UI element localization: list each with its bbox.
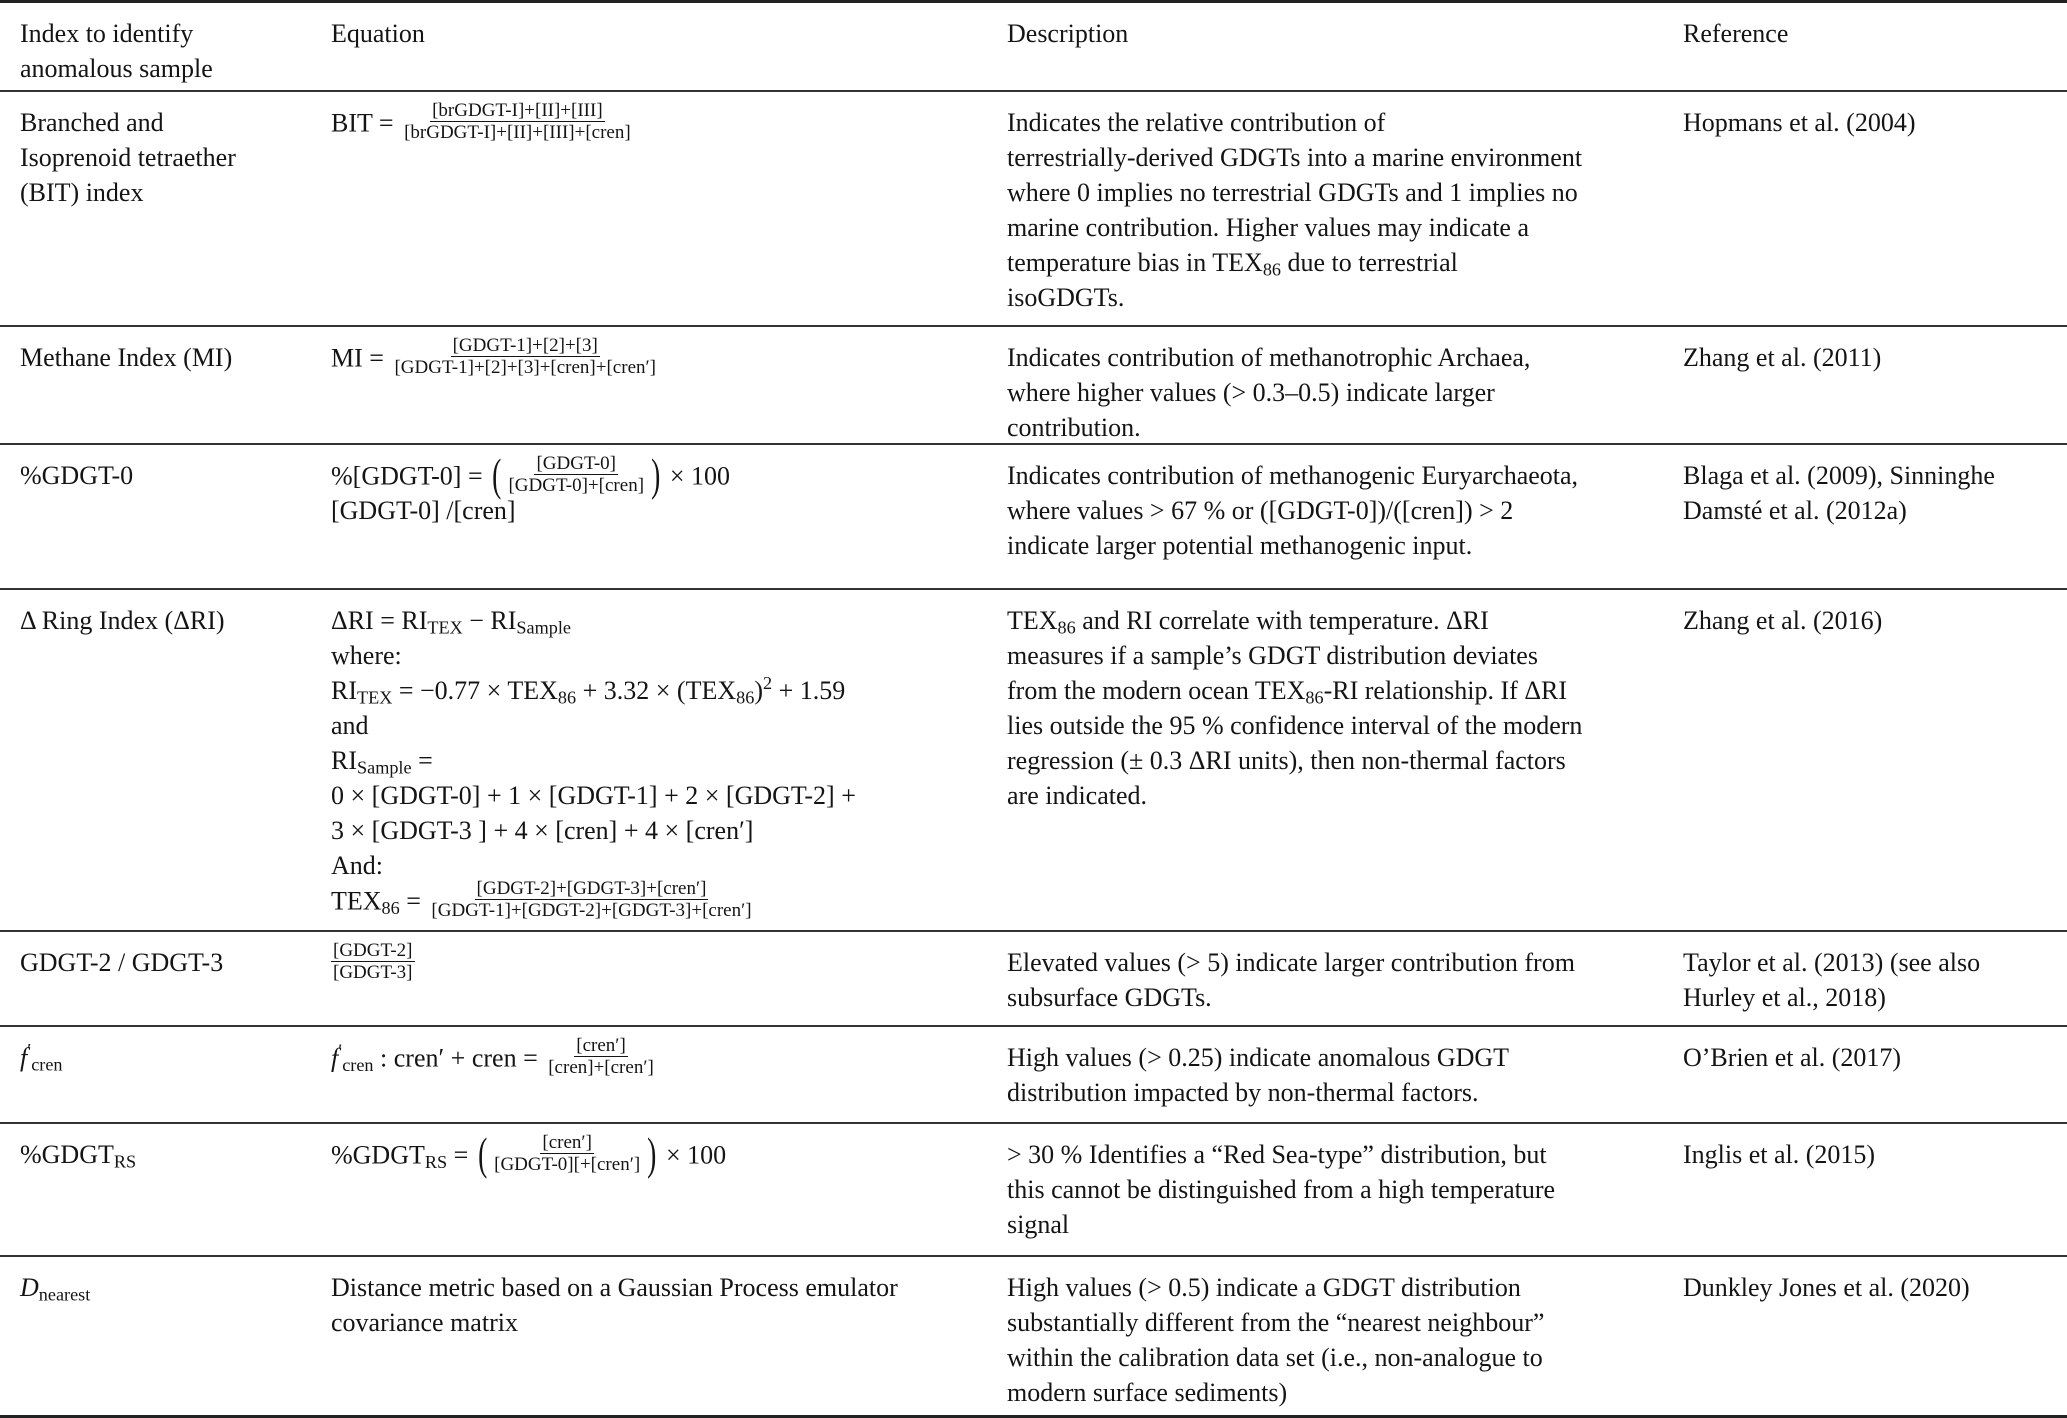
subscript: 86 [1305,687,1324,708]
superscript: ′ [27,1040,32,1060]
right-paren: ) [651,449,661,500]
text-run: -RI relationship. If ΔRI [1323,676,1568,705]
subscript: 86 [557,687,577,708]
description-text: Indicates contribution of methanotrophic Archaea, [1007,343,1531,372]
description-text: signal [1007,1210,1070,1239]
text-run: f [331,1043,339,1073]
equation-line [331,940,991,983]
equation-line: where: [331,641,402,670]
text-run: and RI correlate with temperature. ΔRI [1075,606,1489,635]
index-cell: Methane Index (MI) [20,343,233,372]
description-text: Indicates the relative contribution of [1007,108,1386,137]
header-index-line: anomalous sample [20,54,213,83]
subscript: 86 [736,687,755,708]
superscript: ′ [338,1040,343,1061]
equation-suffix: × 100 [669,461,731,491]
reference-cell: Hopmans et al. (2004) [1683,108,1916,137]
equation-cell [331,449,991,528]
fraction [492,1133,642,1174]
description-text: isoGDGTs. [1007,283,1125,312]
description-cell [1007,1270,1667,1410]
header-equation: Equation [331,19,425,48]
text-run: %GDGT [331,1140,425,1170]
description-cell [1007,945,1667,1015]
description-text: modern surface sediments) [1007,1378,1288,1407]
reference-cell: Zhang et al. (2016) [1683,606,1883,635]
description-cell [1007,105,1667,315]
text-run: due to terrestrial [1281,248,1458,277]
table-row [0,1257,2067,1418]
description-text: where values > 67 % or ([GDGT-0])/([cren]) > 2 [1007,496,1514,525]
table-row [0,590,2067,932]
reference-text: Taylor et al. (2013) (see also [1683,948,1981,977]
reference-text: Hurley et al., 2018) [1683,983,1886,1012]
equation-cell [331,940,991,983]
fraction [429,879,753,920]
equation-cell [331,1035,991,1078]
index-text: Isoprenoid tetraether [20,143,236,172]
description-text: regression (± 0.3 ΔRI units), then non-thermal factors [1007,746,1566,775]
description-text: this cannot be distinguished from a high temperature [1007,1175,1556,1204]
fraction [392,336,658,377]
description-text: terrestrially-derived GDGTs into a marine environment [1007,143,1583,172]
description-text [1007,673,1667,708]
description-text: where higher values (> 0.3–0.5) indicate larger [1007,378,1495,407]
equation-line [331,743,991,778]
equation-line: 3 × [GDGT-3 ] + 4 × [cren] + 4 × [cren′] [331,816,754,845]
equation-lhs: %[GDGT-0] = [331,461,483,491]
fraction-numerator: [cren′] [576,1035,626,1056]
description-text: lies outside the 95 % confidence interval of the modern [1007,711,1583,740]
subscript: TEX [357,687,393,708]
equation-cell [331,335,991,378]
subscript: RS [424,1152,448,1173]
text-run: + 1.59 [772,676,846,705]
index-cell: %GDGT-0 [20,461,134,490]
text-run: temperature bias in TEX [1007,248,1263,277]
fraction-denominator: [GDGT-1]+[2]+[3]+[cren]+[cren′] [394,357,656,378]
index-cell [20,1270,310,1305]
subscript: 86 [381,898,400,919]
table-header-row [0,3,2067,92]
equation-suffix: × 100 [666,1140,727,1170]
equation-line [331,1035,991,1078]
equation-text: Distance metric based on a Gaussian Process emulator [331,1273,898,1302]
fraction [331,941,415,982]
text-run: : cren′ + cren = [373,1043,538,1073]
description-text: contribution. [1007,413,1141,442]
equation-line [331,603,991,638]
text-run: = [399,886,421,916]
subscript: TEX [427,617,463,638]
fraction-numerator: [cren′] [542,1132,592,1153]
index-cell: GDGT-2 / GDGT-3 [20,948,224,977]
header-description: Description [1007,19,1129,48]
index-cell: Δ Ring Index (ΔRI) [20,606,225,635]
description-text: measures if a sample’s GDGT distribution deviates [1007,641,1538,670]
index-text: Branched and [20,108,164,137]
table-row [0,327,2067,445]
subscript: nearest [38,1284,91,1305]
reference-cell: Inglis et al. (2015) [1683,1140,1876,1169]
description-text: Elevated values (> 5) indicate larger contribution from [1007,948,1575,977]
text-run: D [20,1273,39,1302]
fraction [402,101,633,142]
fraction-numerator: [GDGT-2] [333,940,413,961]
text-run: − RI [462,606,517,635]
left-paren: ( [492,449,502,500]
header-reference: Reference [1683,19,1789,48]
description-cell [1007,340,1667,445]
subscript: cren [31,1054,63,1075]
description-text: substantially different from the “nearest neighbour” [1007,1308,1545,1337]
text-run: RI [331,676,357,705]
fraction-denominator: [GDGT-3] [333,962,413,983]
fraction [506,454,646,495]
text-run: TEX [1007,606,1058,635]
equation-line: [GDGT-0] /[cren] [331,496,516,525]
table-row [0,1027,2067,1124]
table-row [0,445,2067,590]
index-text: (BIT) index [20,178,144,207]
equation-line [331,673,991,708]
equation-line [331,1128,991,1179]
description-cell [1007,458,1667,563]
equation-line: and [331,711,369,740]
subscript: cren [342,1055,374,1076]
text-run: TEX [331,886,382,916]
equation-cell [331,1128,991,1179]
description-text: marine contribution. Higher values may indicate a [1007,213,1529,242]
index-cell [20,1040,310,1075]
description-text: are indicated. [1007,781,1148,810]
subscript: 86 [1057,617,1076,638]
reference-text: Damsté et al. (2012a) [1683,496,1907,525]
table-row [0,932,2067,1027]
text-run: = [411,746,433,775]
description-text: where 0 implies no terrestrial GDGTs and 1 implies no [1007,178,1578,207]
text-run: + 3.32 × (TEX [576,676,737,705]
table-row [0,92,2067,327]
reference-cell [1683,945,2053,1015]
subscript: RS [113,1151,137,1172]
fraction-denominator: [brGDGT-I]+[II]+[III]+[cren] [404,122,631,143]
reference-text: Blaga et al. (2009), Sinninghe [1683,461,1995,490]
equation-line [331,449,991,500]
text-run: = −0.77 × TEX [392,676,558,705]
index-cell [20,105,310,210]
fraction [546,1036,656,1077]
text-run: = [447,1140,469,1170]
text-run: ΔRI = RI [331,606,428,635]
header-index [20,16,310,86]
description-text [1007,603,1667,638]
fraction-denominator: [GDGT-0][+[cren′] [494,1154,641,1175]
fraction-denominator: [cren]+[cren′] [548,1057,654,1078]
description-text: within the calibration data set (i.e., non-analogue to [1007,1343,1543,1372]
equation-text: covariance matrix [331,1308,518,1337]
fraction-numerator: [GDGT-0] [536,453,616,474]
table-row [0,1124,2067,1257]
equation-line: 0 × [GDGT-0] + 1 × [GDGT-1] + 2 × [GDGT-2] + [331,781,856,810]
fraction-denominator: [GDGT-0]+[cren] [508,475,645,496]
equation-lhs: MI = [331,343,384,373]
subscript: 86 [1262,259,1282,280]
description-text: Indicates contribution of methanogenic Euryarchaeota, [1007,461,1579,490]
text-run: ) [754,676,763,705]
subscript: Sample [516,617,571,638]
description-text: indicate larger potential methanogenic input. [1007,531,1473,560]
text-run: RI [331,746,357,775]
text-run: from the modern ocean TEX [1007,676,1306,705]
text-run: f [20,1043,28,1072]
index-cell [20,1137,310,1172]
description-cell [1007,603,1667,813]
equation-cell [331,603,991,921]
left-paren: ( [477,1128,488,1179]
description-cell [1007,1040,1667,1110]
description-text: subsurface GDGTs. [1007,983,1212,1012]
reference-cell: Zhang et al. (2011) [1683,343,1882,372]
description-text: High values (> 0.25) indicate anomalous GDGT [1007,1043,1510,1072]
description-text: distribution impacted by non-thermal factors. [1007,1078,1479,1107]
equation-line [331,335,991,378]
description-text [1007,245,1667,280]
fraction-denominator: [GDGT-1]+[GDGT-2]+[GDGT-3]+[cren′] [431,900,752,921]
fraction-numerator: [GDGT-2]+[GDGT-3]+[cren′] [476,878,707,899]
equation-lhs: BIT = [331,108,394,138]
superscript: 2 [763,673,773,693]
fraction-numerator: [GDGT-1]+[2]+[3] [452,335,598,356]
subscript: Sample [357,757,412,778]
equation-line: And: [331,851,383,880]
description-cell [1007,1137,1667,1242]
description-text: > 30 % Identifies a “Red Sea-type” distribution, but [1007,1140,1547,1169]
description-text: High values (> 0.5) indicate a GDGT distribution [1007,1273,1521,1302]
right-paren: ) [647,1128,657,1179]
reference-cell: O’Brien et al. (2017) [1683,1043,1902,1072]
equation-cell [331,1270,991,1340]
equation-line [331,878,991,921]
equation-cell [331,100,991,143]
reference-cell [1683,458,2053,528]
reference-cell: Dunkley Jones et al. (2020) [1683,1273,1970,1302]
equation-line [331,100,991,143]
fraction-numerator: [brGDGT-I]+[II]+[III] [432,100,603,121]
text-run: %GDGT [20,1140,114,1169]
header-index-line: Index to identify [20,19,194,48]
